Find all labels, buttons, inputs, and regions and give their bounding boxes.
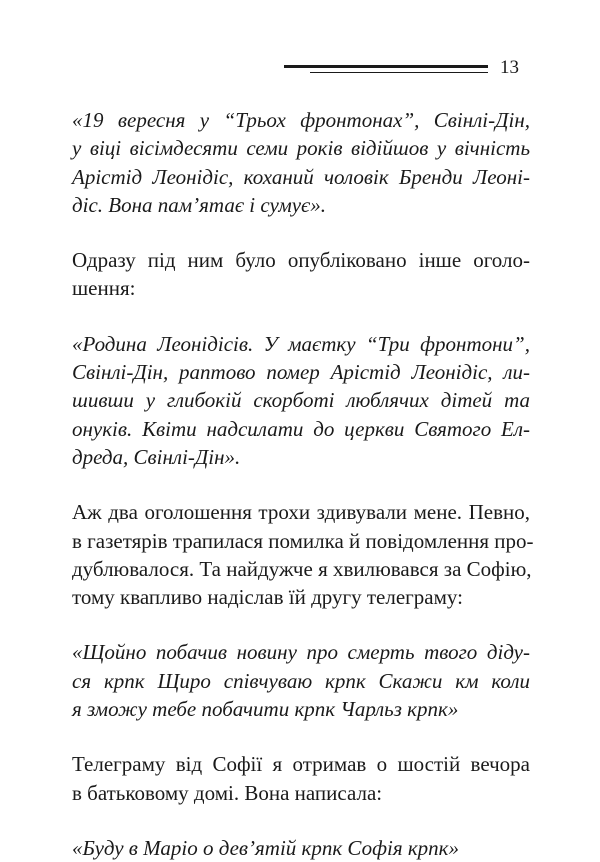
text-line: діс. Вона пам’ятає і сумує».: [72, 192, 326, 217]
paragraph-narration-2: [72, 498, 534, 611]
text-line: дреда, Свінлі-Дін».: [72, 444, 241, 469]
text-line: Аж два оголошення трохи здивували мене. Певно,: [72, 500, 530, 525]
text-line: шення:: [72, 276, 136, 301]
text-line: в батьковому домі. Вона написала:: [72, 780, 383, 805]
text-line: Одразу під ним було опубліковано інше оголо-: [72, 248, 530, 273]
text-line: дублювалося. Та найдужче я хвилювався за Софію,: [72, 556, 532, 581]
paragraph-obituary-2: [72, 330, 530, 471]
text-line: у віці вісімдесяти семи років відійшов у вічність: [72, 136, 530, 161]
paragraph-narration-3: [72, 750, 530, 807]
text-line: Свінлі-Дін, раптово помер Арістід Леонідіс, ли-: [72, 360, 530, 385]
paragraph-obituary-1: [72, 106, 530, 219]
paragraph-telegram-1: [72, 638, 530, 723]
page-number: 13: [500, 57, 519, 78]
text-line: тому квапливо надіслав їй другу телеграму:: [72, 585, 463, 610]
text-line: «Буду в Маріо о дев’ятій крпк Софія крпк»: [72, 835, 459, 860]
body-text: [72, 106, 534, 862]
text-line: Арістід Леонідіс, коханий чоловік Бренди Леоні-: [72, 164, 530, 189]
text-line: «Родина Леонідісів. У маєтку “Три фронтони”,: [72, 331, 530, 356]
text-line: Телеграму від Софії я отримав о шостій вечора: [72, 752, 530, 777]
text-line: «19 вересня у “Трьох фронтонах”, Свінлі-Дін,: [72, 108, 530, 132]
text-line: ся крпк Щиро співчуваю крпк Скажи км коли: [72, 668, 530, 693]
text-line: онуків. Квіти надсилати до церкви Святого Ел-: [72, 416, 530, 441]
text-line: «Щойно побачив новину про смерть твого діду-: [72, 640, 530, 665]
header-rule-thin: [310, 72, 488, 73]
paragraph-narration-1: [72, 246, 530, 303]
header-rule-thick: [284, 65, 488, 68]
paragraph-telegram-2: [72, 834, 530, 862]
text-line: я зможу тебе побачити крпк Чарльз крпк»: [72, 697, 459, 722]
page-header: [0, 58, 600, 82]
text-line: шивши у глибокій скорботі люблячих дітей та: [72, 388, 530, 413]
text-line: в газетярів трапилася помилка й повідомлення про-: [72, 528, 534, 553]
